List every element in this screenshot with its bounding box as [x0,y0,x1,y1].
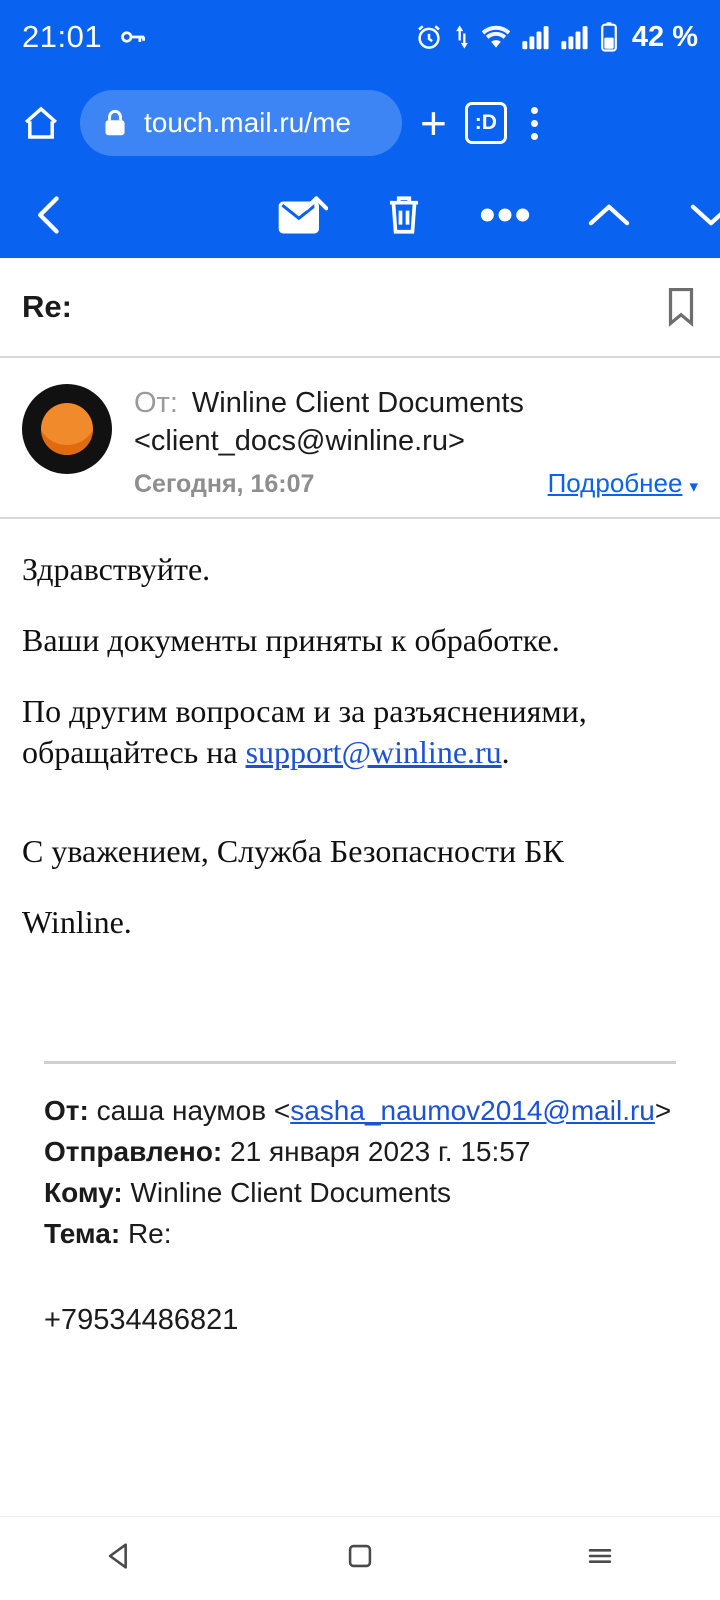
quoted-sent-value: 21 января 2023 г. 15:57 [230,1135,531,1167]
page-title: Re: [22,289,72,324]
quoted-from-name: саша наумов < [96,1094,291,1126]
details-link[interactable] [548,468,698,499]
quoted-to-value: Winline Client Documents [130,1176,452,1208]
chevron-down-icon: ▾ [689,477,698,496]
avatar-inner [41,403,93,455]
data-transfer-icon [453,23,471,51]
url-text: touch.mail.ru/me [144,107,351,138]
status-clock: 21:01 [22,19,103,54]
back-chevron-icon[interactable] [30,192,70,238]
quoted-message [22,1064,698,1341]
sender-email: <client_docs@winline.ru> [134,425,465,457]
battery-icon [599,21,619,53]
body-greeting: Здравствуйте. [22,551,211,587]
quoted-to-row [44,1172,676,1213]
message-date: Сегодня, 16:07 [134,470,315,498]
status-bar [0,0,720,74]
lock-icon [102,108,128,138]
body-paragraph-2-tail: . [501,733,510,770]
quoted-subject-value: Re: [127,1217,172,1249]
signal-2-icon [560,23,590,51]
battery-percent: 42 % [631,20,698,53]
next-message-icon[interactable] [688,200,720,230]
mail-toolbar [0,172,720,258]
system-nav-bar [0,1516,720,1600]
sender-name: Winline Client Documents [191,387,524,419]
quoted-from-email-link[interactable]: sasha_naumov2014@mail.ru [290,1094,655,1126]
quoted-sent-row [44,1131,676,1172]
sender-row [0,358,720,519]
quoted-from-label: От: [44,1094,89,1126]
sender-info [134,384,698,499]
from-label: От: [134,387,178,419]
sender-line [134,384,698,422]
message-body [0,519,720,1600]
prev-message-icon[interactable] [586,200,632,230]
url-bar[interactable] [80,90,402,156]
browser-toolbar [0,74,720,172]
body-paragraph-2-text: По другим вопросам и за разъяснениями, обращайтесь на [22,692,587,770]
status-bar-left [22,19,148,55]
new-tab-button[interactable]: + [420,97,447,149]
delete-icon[interactable] [384,193,424,237]
quoted-subject-row [44,1213,676,1254]
mail-toolbar-actions [278,193,720,237]
browser-menu-icon[interactable] [525,107,544,140]
nav-back-icon[interactable] [103,1539,137,1578]
more-icon[interactable] [480,205,530,225]
details-link-label: Подробнее [547,468,683,498]
subject-row [0,258,720,358]
signature-line-2: Winline. [22,903,132,940]
tab-switcher-button[interactable]: :D [465,102,507,144]
quoted-sent-label: Отправлено: [44,1135,223,1167]
date-row [134,468,698,499]
quoted-from-tail: > [654,1094,672,1126]
body-paragraph-1: Ваши документы приняты к обработке. [22,621,560,658]
bookmark-icon[interactable] [664,286,698,328]
wifi-icon [480,23,512,51]
support-email-link[interactable]: support@winline.ru [245,733,502,770]
nav-home-icon[interactable] [343,1539,377,1578]
key-icon [118,22,148,52]
nav-recents-icon[interactable] [583,1539,617,1578]
alarm-icon [414,22,444,52]
quoted-phone: +79534486821 [44,1303,239,1336]
quoted-subject-label: Тема: [44,1217,121,1249]
signature-line-1: С уважением, Служба Безопасности БК [22,832,564,869]
body-paragraph-2 [22,691,698,773]
signal-1-icon [521,23,551,51]
reply-icon[interactable] [278,194,328,236]
avatar [22,384,112,474]
quoted-to-label: Кому: [44,1176,123,1208]
home-icon[interactable] [20,102,62,144]
quoted-from-row [44,1090,676,1131]
status-bar-right [414,21,698,54]
